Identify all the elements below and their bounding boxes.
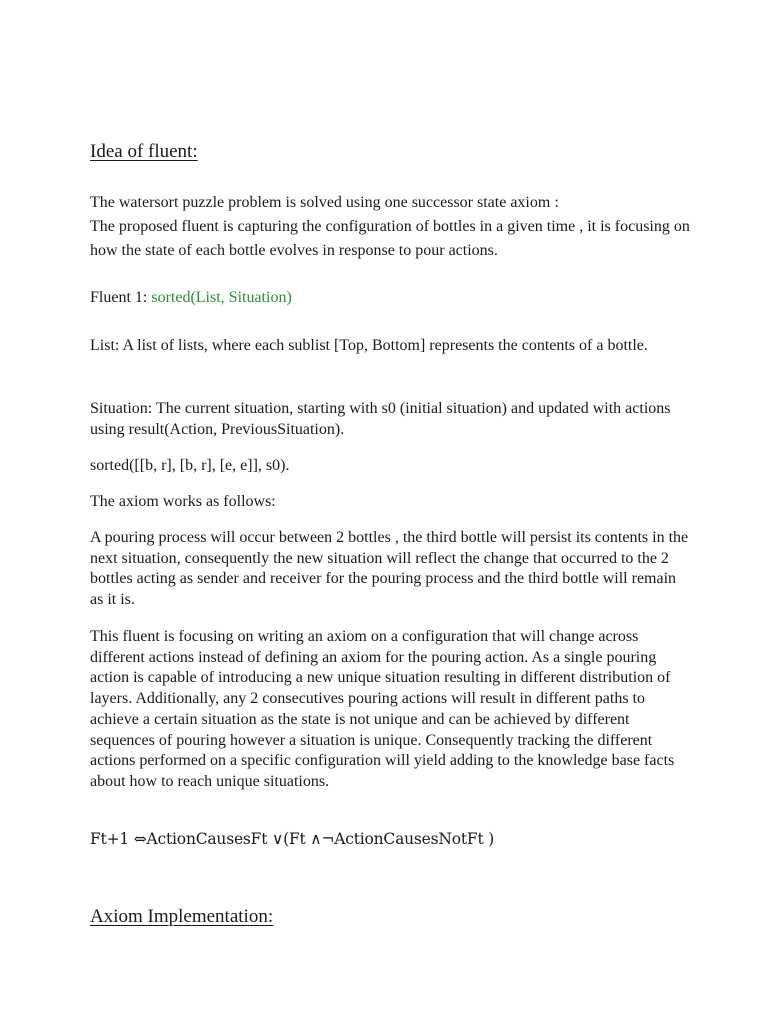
intro-line-2: The proposed fluent is capturing the configuration of bottles in a given time , it is focusing on how the state of each bottle evolves in response to pour actions. (90, 218, 690, 259)
fluent-label: Fluent 1: (90, 289, 152, 306)
successor-state-formula: Ft+1 ⇔ActionCausesFt ∨(Ft ∧¬ActionCausesNotFt ) (90, 830, 495, 848)
section-heading-axiom-implementation: Axiom Implementation: (90, 906, 274, 927)
axiom-intro: The axiom works as follows: (90, 493, 276, 510)
list-description: List: A list of lists, where each sublist [Top, Bottom] represents the contents of a bottle. (90, 337, 648, 354)
section-heading-idea-of-fluent: Idea of fluent: (90, 141, 198, 162)
situation-description: Situation: The current situation, starting with s0 (initial situation) and updated with actions using result(Action, PreviousSituation). (90, 400, 671, 438)
example-fact: sorted([[b, r], [b, r], [e, e]], s0). (90, 457, 290, 474)
focus-paragraph: This fluent is focusing on writing an axiom on a configuration that will change across different actions instead of defining an axiom for the pouring action. As a single pouring action is capable of introducing a new unique situation resulting in different distribution of layers. Additionally, any 2 consecutives pouring actions will result in different paths to achieve a certain situation as the state is not unique and can be achieved by different sequences of pouring however a situation is unique. Consequently tracking the different actions performed on a specific configuration will yield adding to the knowledge base facts about how to reach unique situations. (90, 628, 675, 790)
pouring-paragraph: A pouring process will occur between 2 bottles , the third bottle will persist its contents in the next situation, consequently the new situation will reflect the change that occurred to the 2 bottles acting as sender and receiver for the pouring process and the third bottle will remain as it is. (90, 529, 689, 609)
fluent-signature: sorted(List, Situation) (151, 289, 292, 306)
fluent-definition (90, 286, 690, 310)
intro-line-1: The watersort puzzle problem is solved using one successor state axiom : (90, 194, 559, 211)
